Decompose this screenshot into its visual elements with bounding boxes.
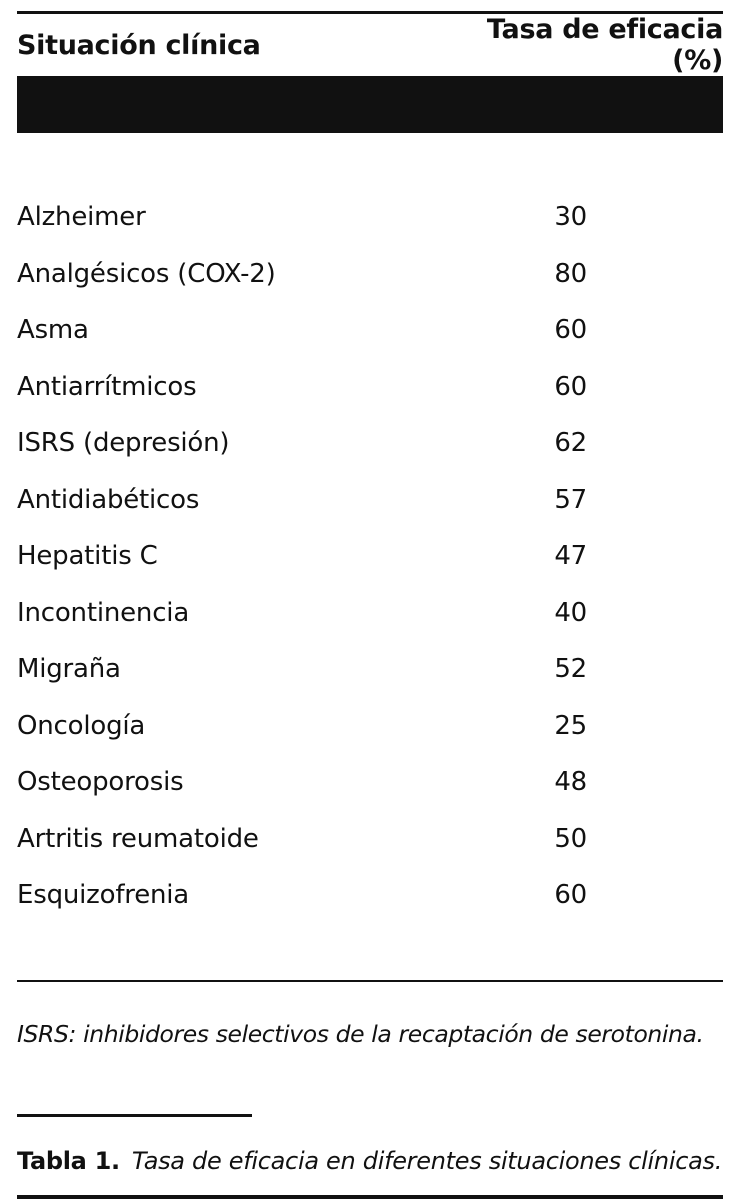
table-row: [17, 585, 723, 642]
table-row: [17, 415, 723, 472]
table-caption: [17, 1147, 723, 1175]
header-situation: Situación clínica: [17, 29, 261, 61]
cell-situation: Hepatitis C: [17, 541, 158, 572]
cell-situation: Antidiabéticos: [17, 484, 200, 515]
cell-situation: Osteoporosis: [17, 767, 184, 798]
header-spacer: [17, 133, 723, 190]
table-row: [17, 246, 723, 303]
cell-situation: Oncología: [17, 710, 146, 741]
cell-efficacy: 40: [554, 597, 587, 628]
header-efficacy: Tasa de eficacia (%): [486, 14, 723, 76]
table-row: [17, 641, 723, 698]
cell-efficacy: 25: [554, 710, 587, 741]
table-footnote: ISRS: inhibidores selectivos de la recaptación de serotonina.: [17, 1020, 704, 1048]
table-row: [17, 811, 723, 868]
table-row: [17, 302, 723, 359]
cell-efficacy: 30: [554, 202, 587, 233]
cell-efficacy: 60: [554, 315, 587, 346]
table-row: [17, 528, 723, 585]
cell-situation: Esquizofrenia: [17, 880, 190, 911]
cell-efficacy: 50: [554, 823, 587, 854]
cell-efficacy: 48: [554, 767, 587, 798]
table-document: [17, 11, 723, 1199]
cell-efficacy: 52: [554, 654, 587, 685]
cell-situation: Artritis reumatoide: [17, 823, 259, 854]
cell-situation: Antiarrítmicos: [17, 371, 197, 402]
cell-efficacy: 57: [554, 484, 587, 515]
cell-efficacy: 60: [554, 880, 587, 911]
cell-situation: Migraña: [17, 654, 121, 685]
cell-situation: Alzheimer: [17, 202, 146, 233]
cell-efficacy: 47: [554, 541, 587, 572]
efficacy-table: [17, 14, 723, 980]
table-row: [17, 698, 723, 755]
header-rule: [17, 76, 723, 133]
cell-efficacy: 62: [554, 428, 587, 459]
caption-label: Tabla 1.: [17, 1147, 120, 1175]
table-row: [17, 867, 723, 924]
cell-situation: ISRS (depresión): [17, 428, 230, 459]
cell-efficacy: 80: [554, 258, 587, 289]
page-bottom-rule: [17, 1195, 723, 1199]
table-body: [17, 189, 723, 980]
table-bottom-rule: [17, 980, 723, 982]
cell-situation: Analgésicos (COX-2): [17, 258, 276, 289]
caption-text: Tasa de eficacia en diferentes situaciones clínicas.: [131, 1147, 723, 1175]
table-row: [17, 754, 723, 811]
table-end-spacer: [17, 924, 723, 981]
table-row: [17, 359, 723, 416]
table-row: [17, 189, 723, 246]
cell-situation: Asma: [17, 315, 89, 346]
caption-separator-rule: [17, 1114, 252, 1117]
table-row: [17, 472, 723, 529]
table-header-row: [17, 14, 723, 76]
cell-situation: Incontinencia: [17, 597, 190, 628]
cell-efficacy: 60: [554, 371, 587, 402]
